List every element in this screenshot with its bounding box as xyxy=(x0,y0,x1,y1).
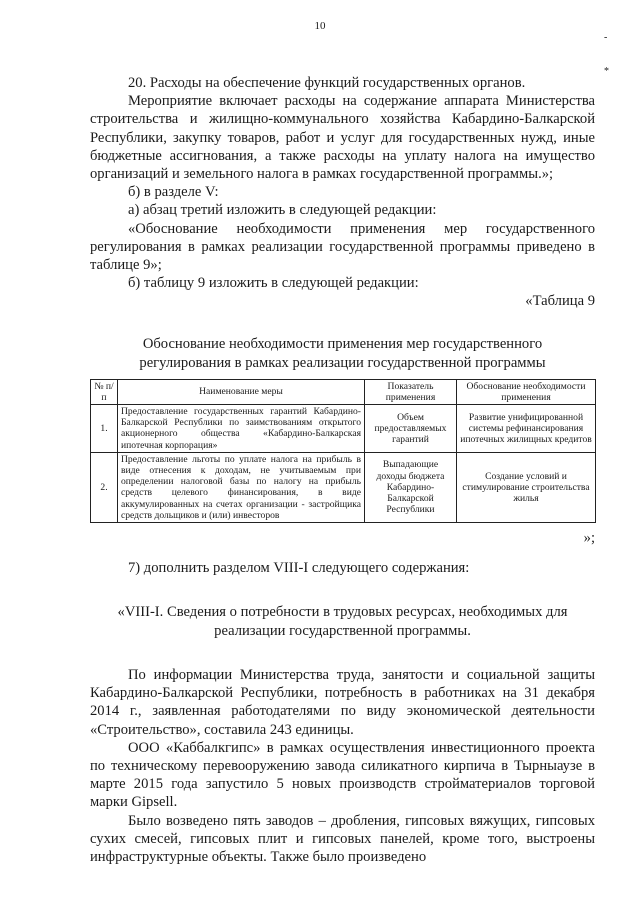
table-header-row xyxy=(91,379,596,404)
paragraph: 7) дополнить разделом VIII-I следующего содержания: xyxy=(128,560,470,577)
measure-rationale: Создание условий и стимулирование строительства жилья xyxy=(457,452,596,522)
paragraph: По информации Министерства труда, занятости и социальной защиты Кабардино-Балкарской Республики, потребность в работниках на 31 декабря 2014 г., заявленная работодателями по виду экономической деятельности «Строительство», составила 243 единицы. xyxy=(90,666,595,738)
paragraph: 20. Расходы на обеспечение функций государственных органов. xyxy=(128,75,526,91)
header-cell: Обоснование необходимости применения xyxy=(457,379,596,404)
paragraph: ООО «Каббалкгипс» в рамках осуществления инвестиционного проекта по техническому перевооружению завода силикатного кирпича в Тырныаузе в марте 2015 года запустило 5 новых производств стройматериалов торговой марки Gipsell. xyxy=(90,739,595,811)
margin-mark: * xyxy=(604,66,609,77)
table-row xyxy=(91,452,596,522)
section-heading: «VIII-I. Сведения о потребности в трудовых ресурсах, необходимых для реализации государственной программы. xyxy=(117,604,568,639)
table-closing: »; xyxy=(583,530,595,547)
paragraph: Мероприятие включает расходы на содержание аппарата Министерства строительства и жилищно-коммунального хозяйства Кабардино-Балкарской Республики, закупку товаров, работ и услуг для государственных нужд, иные бюджетные ассигнования, а также расходы на уплату налога на имущество организаций и земельного налога в рамках государственной программы.»; xyxy=(90,93,595,183)
header-cell: Наименование меры xyxy=(118,379,365,404)
measure-indicator: Объем предоставляемых гарантий xyxy=(365,405,457,453)
paragraph: б) таблицу 9 изложить в следующей редакции: xyxy=(128,275,419,292)
table-title: Обоснование необходимости применения мер государственного регулирования в рамках реализации государственной программы xyxy=(139,335,546,371)
paragraph: а) абзац третий изложить в следующей редакции: xyxy=(128,202,437,219)
measure-rationale: Развитие унифицированной системы рефинансирования ипотечных жилищных кредитов xyxy=(457,405,596,453)
table-row xyxy=(91,405,596,453)
paragraph: б) в разделе V: xyxy=(128,184,219,201)
row-number: 1. xyxy=(91,405,118,453)
document-body xyxy=(90,74,595,866)
header-cell: Показатель применения xyxy=(365,379,457,404)
header-cell: № п/п xyxy=(91,379,118,404)
table-label: «Таблица 9 xyxy=(525,293,595,310)
measures-table xyxy=(90,379,596,523)
paragraph: «Обоснование необходимости применения мер государственного регулирования в рамках реализации государственной программы приведено в таблице 9»; xyxy=(90,220,595,274)
page-number: 10 xyxy=(314,20,326,32)
measure-name: Предоставление льготы по уплате налога на прибыль в виде отнесения к доходам, не учитываемым при определении налоговой базы по налогу на прибыль средств целевого финансирования, в виде аккумулированных на счетах организации - застройщика средств дольщиков и (или) инвесторов xyxy=(118,452,365,522)
margin-mark: - xyxy=(604,32,608,43)
measure-name: Предоставление государственных гарантий Кабардино-Балкарской Республики по заимствованиям открытого акционерного общества «Кабардино-Балкарская ипотечная корпорация» xyxy=(118,405,365,453)
row-number: 2. xyxy=(91,452,118,522)
paragraph: Было возведено пять заводов – дробления, гипсовых вяжущих, гипсовых сухих смесей, гипсовых плит и гипсовых панелей, кроме того, выстроены инфраструктурные объекты. Также было произведено xyxy=(90,812,595,865)
measure-indicator: Выпадающие доходы бюджета Кабардино-Балкарской Республики xyxy=(365,452,457,522)
